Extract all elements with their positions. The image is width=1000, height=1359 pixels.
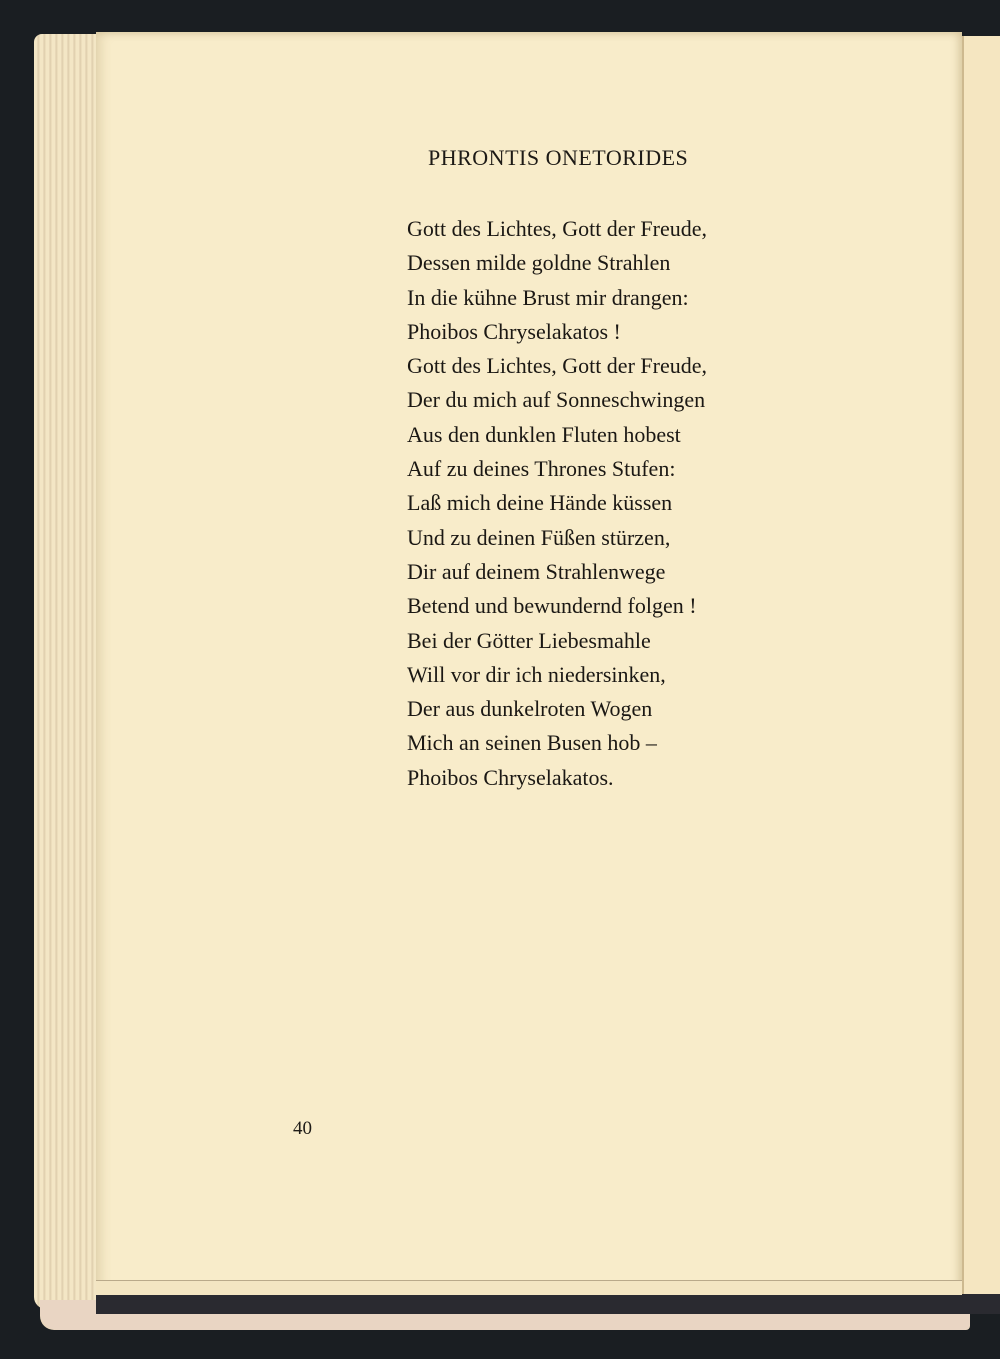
poem-line: Will vor dir ich niedersinken, — [407, 661, 666, 687]
page-bottom-edge — [96, 1280, 962, 1295]
poem-line: Phoibos Chryselakatos ! — [407, 318, 621, 344]
poem-line: Der aus dunkelroten Wogen — [407, 696, 653, 722]
poem-line: Dessen milde goldne Strahlen — [407, 250, 671, 276]
page-number: 40 — [293, 1118, 312, 1139]
poem-line: Laß mich deine Hände küssen — [407, 490, 673, 516]
poem-line: Gott des Lichtes, Gott der Freude, — [407, 353, 707, 379]
poem-title: PHRONTIS ONETORIDES — [428, 145, 689, 170]
poem-lines — [407, 212, 707, 795]
poem-line: Bei der Götter Liebesmahle — [407, 627, 651, 653]
poem-line: Phoibos Chryselakatos. — [407, 764, 614, 790]
poem-line: Aus den dunklen Fluten hobest — [407, 421, 681, 447]
poem-line: Der du mich auf Sonneschwingen — [407, 387, 706, 413]
poem-line: Mich an seinen Busen hob – — [407, 730, 657, 756]
poem-line: Auf zu deines Thrones Stufen: — [407, 456, 676, 482]
facing-page-edge — [962, 36, 1000, 1298]
poem-line: Dir auf deinem Strahlenwege — [407, 558, 666, 584]
poem-line: Betend und bewundernd folgen ! — [407, 593, 697, 619]
poem-line: Und zu deinen Füßen stürzen, — [407, 524, 671, 550]
binding-shadow — [96, 1294, 1000, 1314]
poem-line: In die kühne Brust mir drangen: — [407, 284, 689, 310]
poem-line: Gott des Lichtes, Gott der Freude, — [407, 216, 707, 241]
